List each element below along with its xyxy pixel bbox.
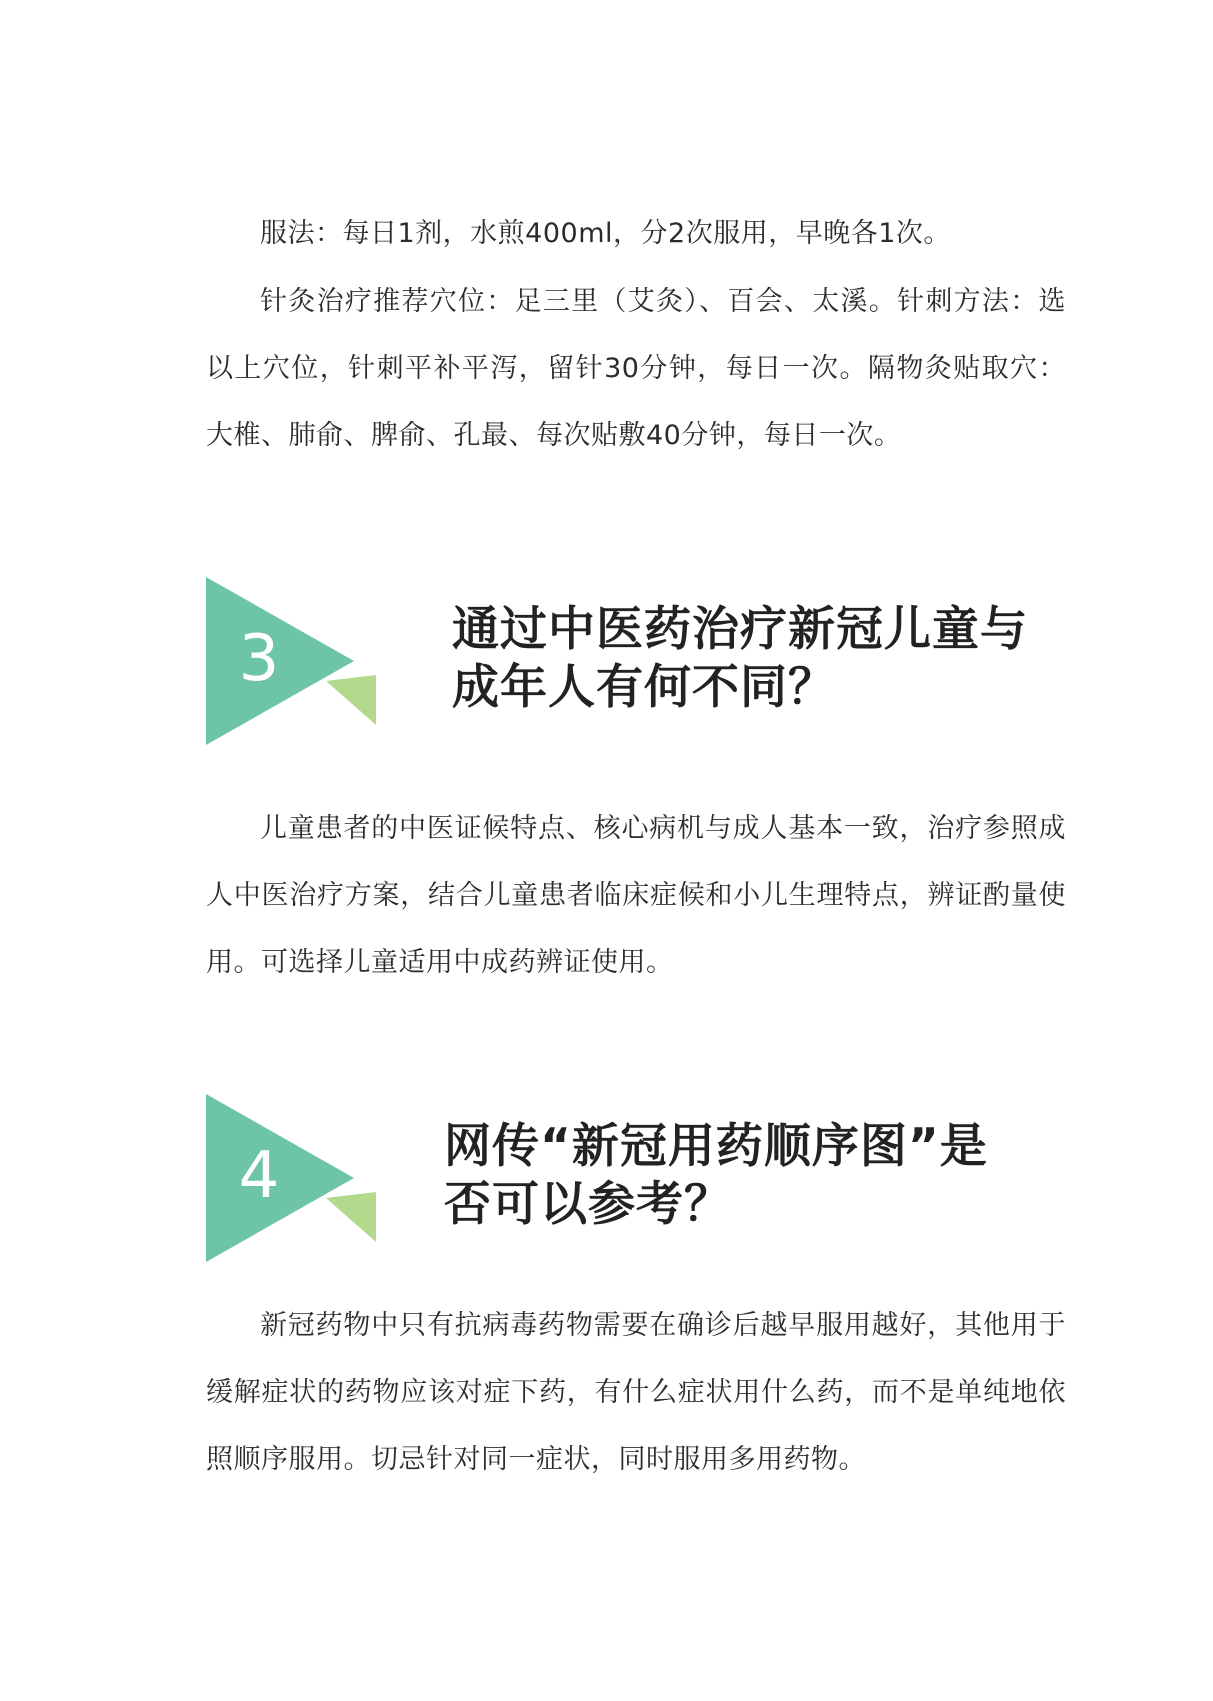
section-3-body: 儿童患者的中医证候特点、核心病机与成人基本一致，治疗参照成人中医治疗方案，结合儿童患者临床症候和小儿生理特点，辨证酌量使用。可选择儿童适用中成药辨证使用。 (206, 813, 1066, 978)
section-3-title-line-1: 通过中医药治疗新冠儿童与 (452, 602, 1028, 657)
section-4-title-line-1: 网传“新冠用药顺序图”是 (444, 1119, 988, 1174)
small-triangle (326, 675, 376, 725)
section-3-header (206, 577, 1066, 752)
dosage-paragraph: 服法：每日1剂，水煎400ml，分2次服用，早晚各1次。 (260, 218, 951, 249)
section-4-number: 4 (238, 1139, 280, 1213)
section-3-title-line-2: 成年人有何不同？ (452, 660, 836, 715)
section-4-title-line-2: 否可以参考？ (444, 1177, 732, 1232)
section-4-header (206, 1094, 1066, 1269)
small-triangle (326, 1192, 376, 1242)
section-3-number: 3 (238, 622, 280, 696)
acupuncture-paragraph: 针灸治疗推荐穴位：足三里（艾灸）、百会、太溪。针刺方法：选以上穴位，针刺平补平泻，留针30分钟，每日一次。隔物灸贴取穴：大椎、肺俞、脾俞、孔最、每次贴敷40分钟，每日一次。 (206, 286, 1066, 451)
section-4-body: 新冠药物中只有抗病毒药物需要在确诊后越早服用越好，其他用于缓解症状的药物应该对症下药，有什么症状用什么药，而不是单纯地依照顺序服用。切忌针对同一症状，同时服用多用药物。 (206, 1310, 1066, 1475)
